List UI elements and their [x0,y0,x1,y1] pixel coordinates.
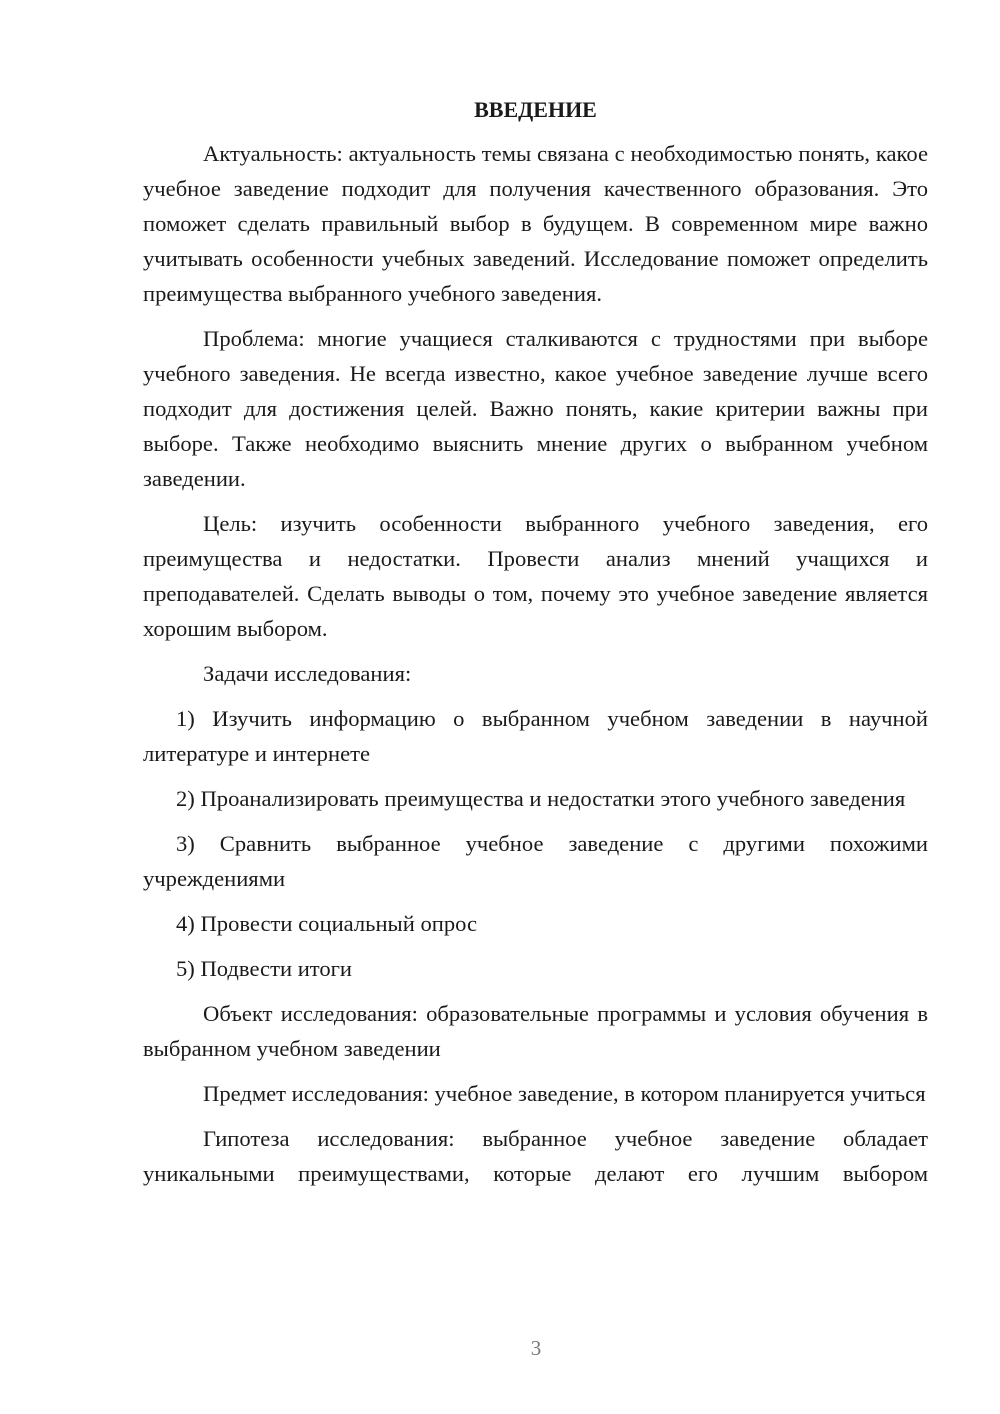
task-item-3: 3) Сравнить выбранное учебное заведение с другими похожими учреждениями [143,831,928,891]
task-item-5: 5) Подвести итоги [176,956,353,981]
task-item-1: 1) Изучить информацию о выбранном учебном заведении в научной литературе и интернете [143,706,928,766]
paragraph-subject: Предмет исследования: учебное заведение, в котором планируется учиться [203,1081,926,1106]
paragraph-hypothesis: Гипотеза исследования: выбранное учебное заведение обладает уникальными преимуществами, которые делают его лучшим выбором [143,1126,928,1186]
section-title: ВВЕДЕНИЕ [474,97,597,122]
task-item-2: 2) Проанализировать преимущества и недостатки этого учебного заведения [176,786,906,811]
page-number: 3 [530,1336,542,1360]
page-content [143,92,928,1191]
tasks-heading: Задачи исследования: [203,661,412,686]
paragraph-relevance: Актуальность: актуальность темы связана с необходимостью понять, какое учебное заведение подходит для получения качественного образования. Это поможет сделать правильный выбор в будущем. В современном мире важно учитывать особенности учебных заведений. Исследование поможет определить преимущества выбранного учебного заведения. [143,141,928,306]
paragraph-object: Объект исследования: образовательные программы и условия обучения в выбранном учебном заведении [143,1001,928,1061]
task-item-4: 4) Провести социальный опрос [176,911,478,936]
paragraph-problem: Проблема: многие учащиеся сталкиваются с трудностями при выборе учебного заведения. Не всегда известно, какое учебное заведение лучше всего подходит для достижения целей. Важно понять, какие критерии важны при выборе. Также необходимо выяснить мнение других о выбранном учебном заведении. [143,326,928,491]
paragraph-goal: Цель: изучить особенности выбранного учебного заведения, его преимущества и недостатки. Провести анализ мнений учащихся и преподавателей. Сделать выводы о том, почему это учебное заведение является хорошим выбором. [143,511,928,641]
